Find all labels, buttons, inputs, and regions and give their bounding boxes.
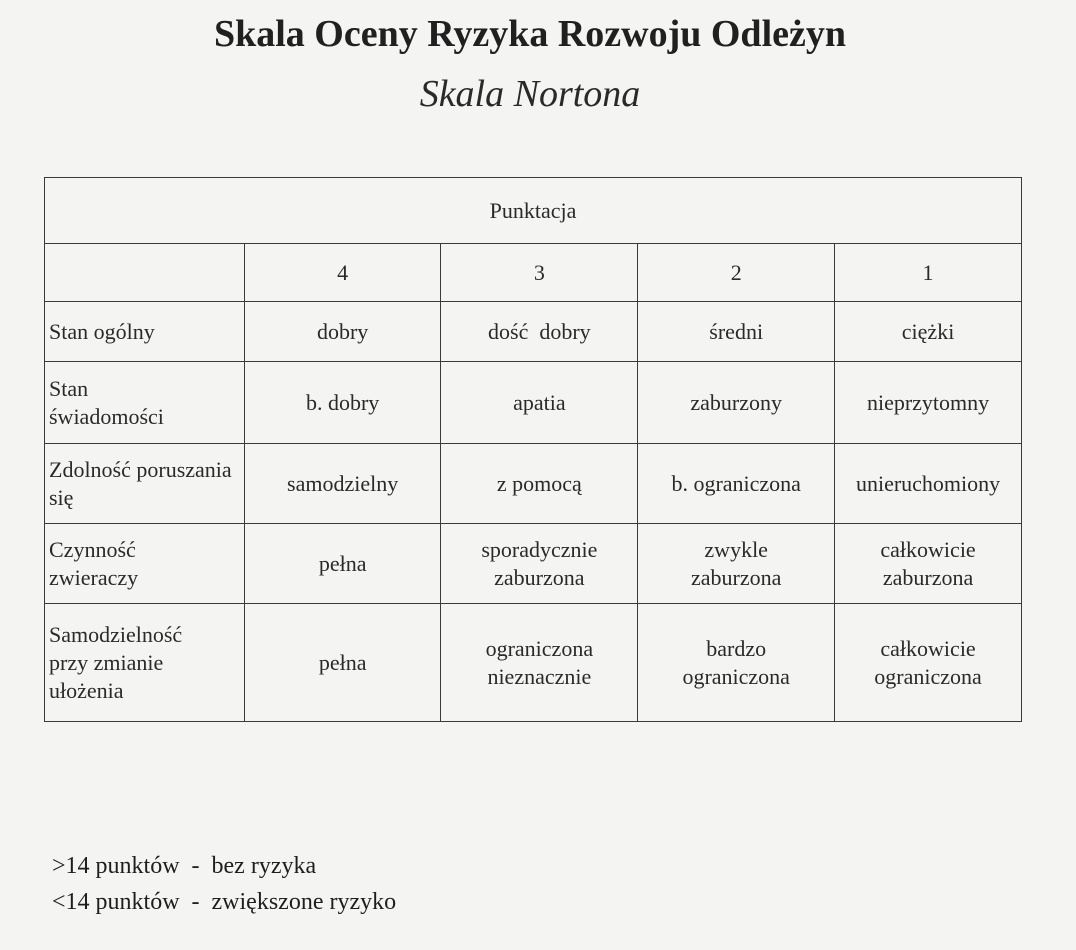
table-cell: całkowicie ograniczona (835, 604, 1022, 722)
legend-increased-risk: <14 punktów - zwiększone ryzyko (52, 889, 397, 915)
row-label-general-condition: Stan ogólny (45, 302, 245, 362)
table-cell: samodzielny (244, 444, 441, 524)
table-cell: całkowicie zaburzona (835, 524, 1022, 604)
table-cell: zwykle zaburzona (638, 524, 835, 604)
score-1: 1 (835, 244, 1022, 302)
score-4: 4 (244, 244, 441, 302)
legend-no-risk: >14 punktów - bez ryzyka (52, 853, 317, 879)
table-header-row (45, 178, 1022, 244)
table-cell: ciężki (835, 302, 1022, 362)
table-row (45, 444, 1022, 524)
table-cell: unieruchomiony (835, 444, 1022, 524)
norton-scale-table (44, 177, 1022, 722)
document-subtitle: Skala Nortona (419, 73, 641, 115)
score-2: 2 (638, 244, 835, 302)
table-cell: sporadycznie zaburzona (441, 524, 638, 604)
table-cell: średni (638, 302, 835, 362)
table-row (45, 362, 1022, 444)
table-cell: zaburzony (638, 362, 835, 444)
table-cell: b. ograniczona (638, 444, 835, 524)
table-cell: z pomocą (441, 444, 638, 524)
table-row (45, 604, 1022, 722)
score-row (45, 244, 1022, 302)
document-title: Skala Oceny Ryzyka Rozwoju Odleżyn (213, 13, 846, 55)
table-row (45, 524, 1022, 604)
empty-corner-cell (45, 244, 245, 302)
row-label-position-change: Samodzielność przy zmianie ułożenia (45, 604, 245, 722)
table-cell: ograniczona nieznacznie (441, 604, 638, 722)
table-cell: bardzo ograniczona (638, 604, 835, 722)
table-row (45, 302, 1022, 362)
score-header: Punktacja (45, 178, 1022, 244)
score-3: 3 (441, 244, 638, 302)
table-cell: nieprzytomny (835, 362, 1022, 444)
table-cell: pełna (244, 524, 441, 604)
table-cell: apatia (441, 362, 638, 444)
row-label-consciousness: Stan świadomości (45, 362, 245, 444)
table-cell: b. dobry (244, 362, 441, 444)
table-cell: dość dobry (441, 302, 638, 362)
table-cell: pełna (244, 604, 441, 722)
row-label-sphincter-function: Czynność zwieraczy (45, 524, 245, 604)
table-cell: dobry (244, 302, 441, 362)
row-label-mobility: Zdolność poruszania się (45, 444, 245, 524)
risk-legend (52, 848, 396, 920)
